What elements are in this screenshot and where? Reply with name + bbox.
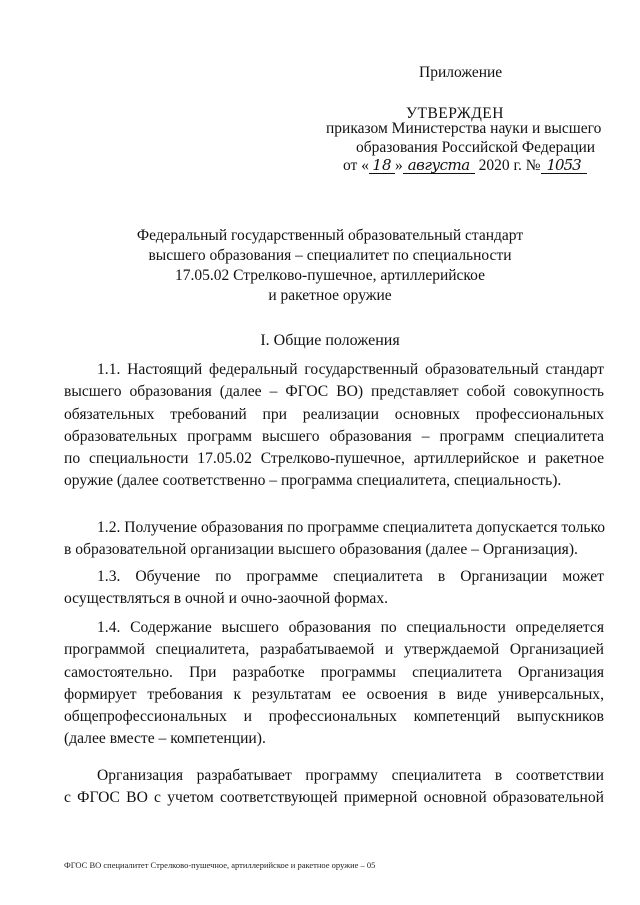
text-line: с ФГОС ВО с учетом соответствующей примерной основной образовательной	[64, 789, 604, 807]
order-date-line	[343, 155, 640, 176]
paragraph-1-2	[64, 517, 604, 562]
text-line: программой специалитета, разрабатываемой и утверждаемой Организацией	[64, 641, 604, 659]
page-footer: ФГОС ВО специалитет Стрелково-пушечное, артиллерийское и ракетное оружие – 05	[64, 860, 376, 870]
text-line: оружие (далее соответственно – программа специалитета, специальность).	[64, 472, 562, 490]
text-line: 1.3. Обучение по программе специалитета в Организации может	[97, 568, 604, 585]
handwritten-order-number: 1053	[541, 157, 587, 174]
title-line: Федеральный государственный образовательный стандарт	[136, 227, 524, 244]
text-line: формирует требования к результатам ее освоения в виде универсальных,	[64, 685, 604, 703]
text-line: 1.1. Настоящий федеральный государственный образовательный стандарт	[97, 361, 604, 378]
appendix-label: Приложение	[419, 64, 503, 81]
text-line: по специальности 17.05.02 Стрелково-пушечное, артиллерийское и ракетное	[64, 450, 604, 468]
order-line-1: приказом Министерства науки и высшего	[326, 120, 602, 137]
paragraph-1-4	[64, 617, 604, 751]
title-line: высшего образования – специалитет по специальности	[148, 247, 512, 264]
title-line: и ракетное оружие	[268, 287, 392, 304]
date-mid: »	[394, 157, 403, 174]
date-prefix: от «	[343, 157, 369, 174]
date-suffix: 2020 г. №	[478, 157, 541, 174]
text-line: 1.2. Получение образования по программе специалитета допускается только	[97, 519, 606, 536]
text-line: 1.4. Содержание высшего образования по специальности определяется	[97, 619, 604, 636]
handwritten-day: 18	[369, 157, 395, 174]
order-line-2: образования Российской Федерации	[356, 139, 596, 156]
text-line: высшего образования (далее – ФГОС ВО) представляет собой совокупность	[64, 383, 604, 401]
text-line: Организация разрабатывает программу специалитета в соответствии	[97, 767, 604, 784]
paragraph-organization	[64, 765, 604, 810]
section-heading: I. Общие положения	[260, 332, 400, 349]
text-line: осуществляться в очной и очно-заочной формах.	[64, 590, 389, 608]
handwritten-month: августа	[403, 157, 475, 174]
title-line: 17.05.02 Стрелково-пушечное, артиллерийское	[175, 267, 485, 284]
text-line: (далее вместе – компетенции).	[64, 730, 266, 748]
text-line: общепрофессиональных и профессиональных компетенций выпускников	[64, 708, 604, 726]
text-line: в образовательной организации высшего образования (далее – Организация).	[64, 541, 578, 559]
text-line: обязательных требований при реализации основных профессиональных	[64, 405, 604, 423]
paragraph-1-3	[64, 566, 604, 611]
document-title	[60, 226, 600, 306]
paragraph-1-1	[64, 359, 604, 493]
text-line: самостоятельно. При разработке программы специалитета Организация	[64, 663, 604, 681]
approved-label: УТВЕРЖДЕН	[406, 105, 504, 122]
text-line: образовательных программ высшего образования – программ специалитета	[64, 427, 604, 445]
